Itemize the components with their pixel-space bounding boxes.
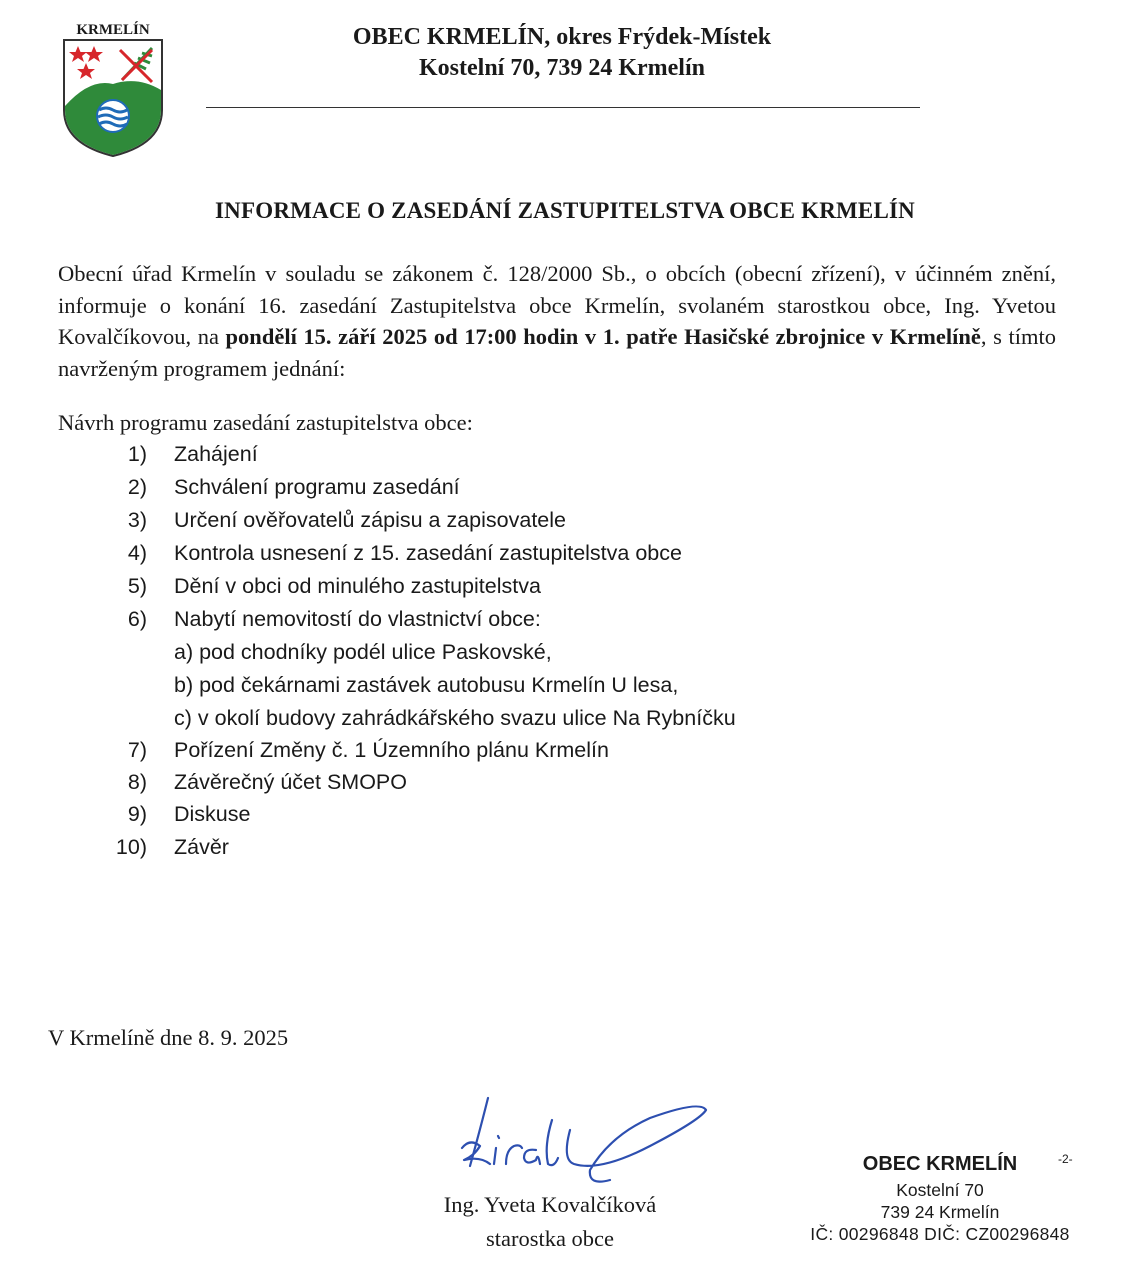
list-item [0,442,258,467]
list-item-text: Závěrečný účet SMOPO [174,770,407,794]
intro-text-1: Obecní úřad Krmelín v souladu se zákonem č. 128/2000 Sb., o obcích (obecní zřízení), v účinném znění, informuje o konání 16. zasedání Zastupitelstva obce Krmelín, svolaném starostkou obce, Ing. Yvetou Kovalčíkovou, na [58,261,1056,349]
list-item [0,607,541,632]
list-item-number: 2) [127,475,147,499]
document-title: INFORMACE O ZASEDÁNÍ ZASTUPITELSTVA OBCE KRMELÍN [215,198,915,223]
list-item-number: 10) [115,835,147,859]
list-item-number: 5) [127,574,147,598]
list-subitem: c) v okolí budovy zahrádkářského svazu ulice Na Rybníčku [174,706,736,730]
list-item [0,574,541,599]
list-subitem: b) pod čekárnami zastávek autobusu Krmelín U lesa, [174,673,679,697]
stamp-municipality-name: OBEC KRMELÍN [862,1153,1018,1175]
list-item [0,541,682,566]
list-item-text: Nabytí nemovitostí do vlastnictví obce: [174,607,541,631]
list-subitem: a) pod chodníky podél ulice Paskovské, [174,640,552,664]
list-item-number: 7) [127,738,147,762]
stamp-number-mark: -2- [1058,1152,1073,1166]
municipality-address: Kostelní 70, 739 24 Krmelín [419,55,705,81]
list-item-text: Určení ověřovatelů zápisu a zapisovatele [174,508,566,532]
list-item-number: 3) [127,508,147,532]
coat-of-arms-logo [60,18,166,158]
intro-paragraph [58,258,1056,384]
stamp-city: 739 24 Krmelín [880,1202,1000,1222]
list-item-text: Kontrola usnesení z 15. zasedání zastupitelstva obce [174,541,682,565]
list-item-text: Schválení programu zasedání [174,475,460,499]
list-item [0,835,229,860]
handwritten-signature [440,1090,720,1190]
list-item [0,738,609,763]
list-item-number: 6) [127,607,147,631]
stamp-street: Kostelní 70 [896,1180,984,1200]
list-item [0,802,250,827]
list-item-text: Diskuse [174,802,251,826]
list-item-number: 8) [127,770,147,794]
list-item-number: 9) [127,802,147,826]
signer-name: Ing. Yveta Kovalčíková [443,1192,657,1217]
list-item-number: 4) [127,541,147,565]
crest-label: KRMELÍN [76,22,150,38]
list-item [0,770,407,795]
list-item-text: Pořízení Změny č. 1 Územního plánu Krmelín [174,738,609,762]
intro-text-2: , s tímto navrženým programem jednání: [58,324,1057,381]
list-item-number: 1) [127,442,147,466]
place-and-date: V Krmelíně dne 8. 9. 2025 [48,1025,289,1050]
list-item-text: Závěr [174,835,229,859]
list-item [0,475,460,500]
stamp-company-ids: IČ: 00296848 DIČ: CZ00296848 [810,1224,1070,1244]
program-heading: Návrh programu zasedání zastupitelstva obce: [58,410,473,435]
municipality-name: OBEC KRMELÍN, okres Frýdek-Místek [352,24,772,50]
list-item-text: Dění v obci od minulého zastupitelstva [174,574,541,598]
header-divider [206,107,920,108]
list-item-text: Zahájení [174,442,258,466]
meeting-date-place: pondělí 15. září 2025 od 17:00 hodin v 1. patře Hasičské zbrojnice v Krmelíně [225,324,981,349]
signer-role: starostka obce [485,1226,615,1251]
list-item [0,508,566,533]
